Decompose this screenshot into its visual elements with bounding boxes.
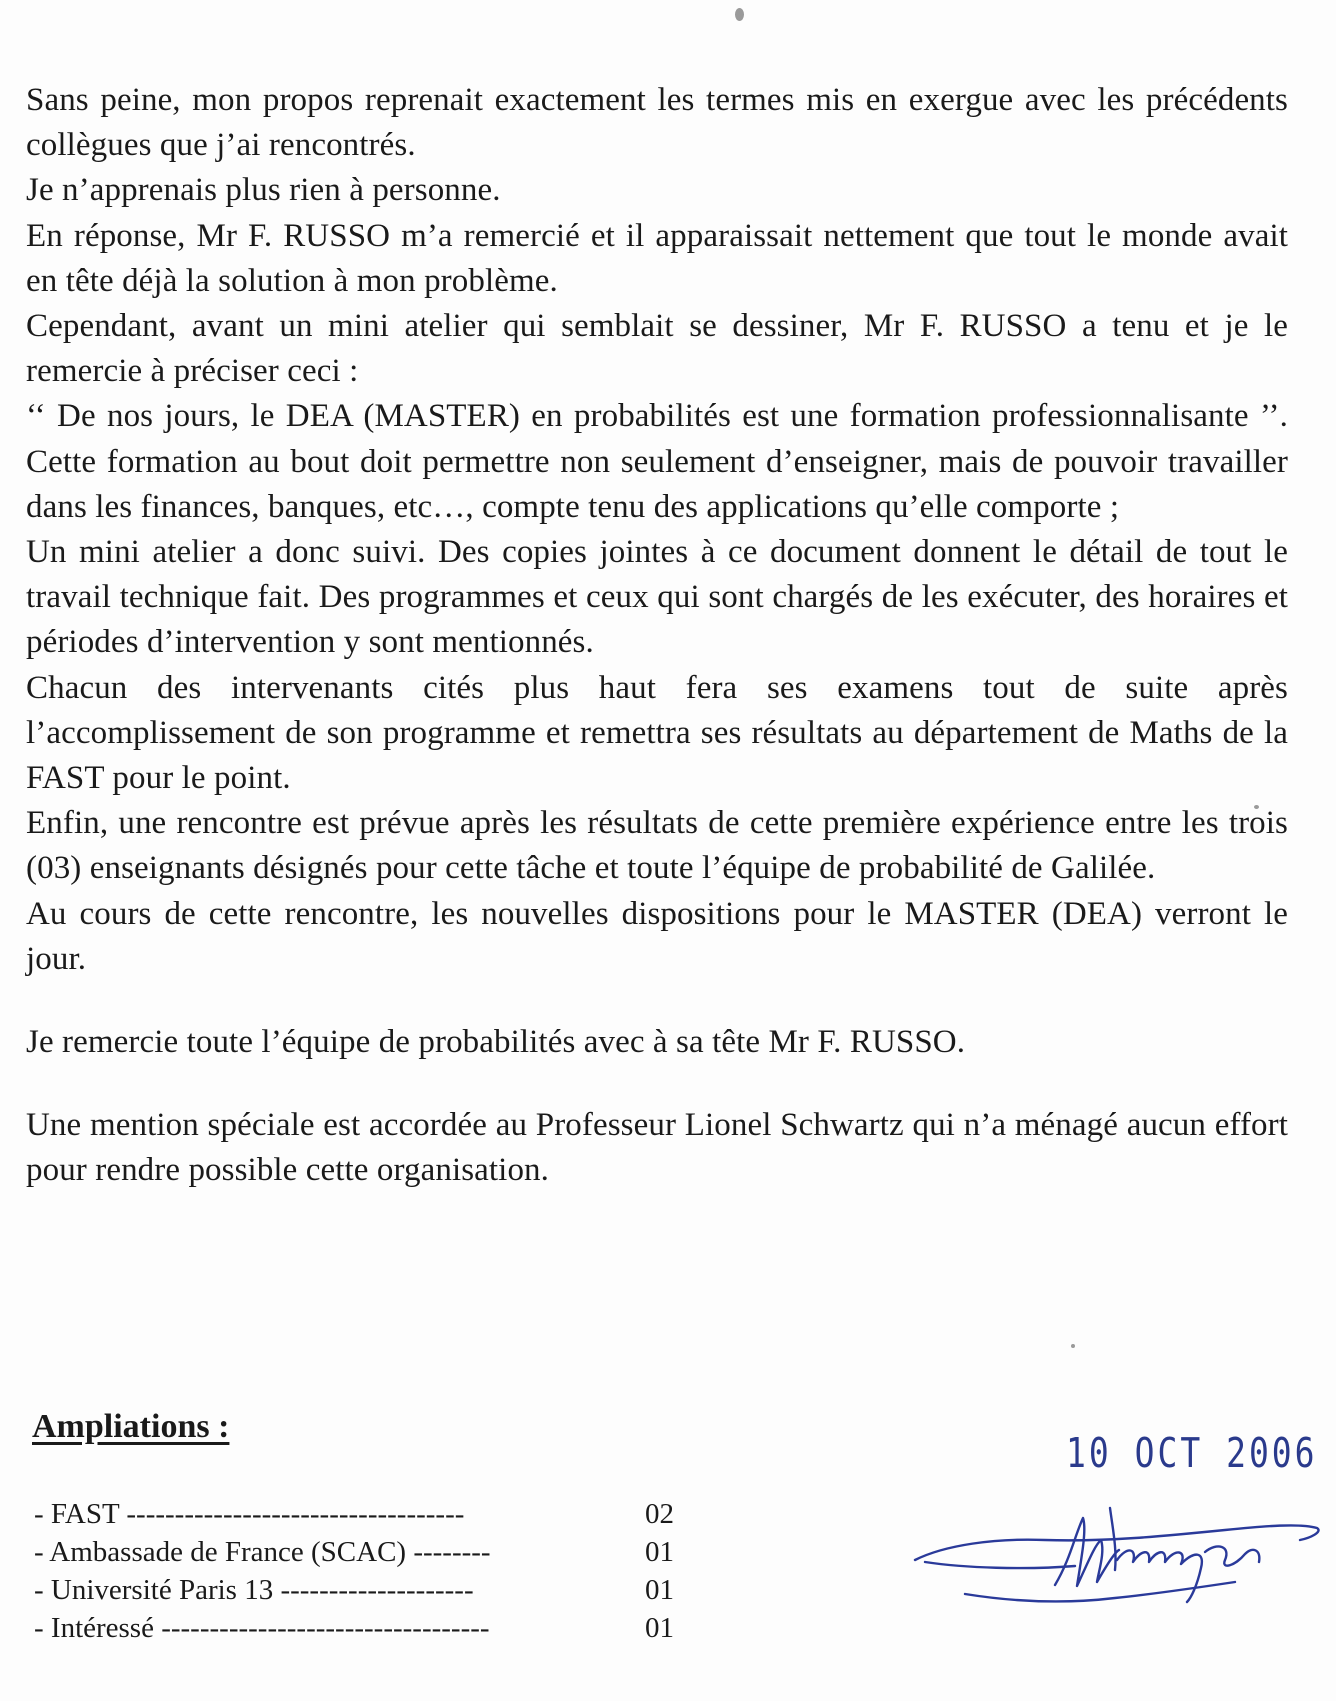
signature-stroke xyxy=(1205,1546,1259,1565)
handwritten-signature xyxy=(905,1490,1325,1620)
distribution-item xyxy=(34,1609,674,1647)
special-mention-paragraph: Une mention spéciale est accordée au Professeur Lionel Schwartz qui n’a ménagé aucun effort pour rendre possible cette organisation. xyxy=(26,1107,1288,1189)
signature-stroke xyxy=(1117,1550,1202,1602)
paragraph: Cependant, avant un mini atelier qui semblait se dessiner, Mr F. RUSSO a tenu et je le remercie à préciser ceci : xyxy=(26,308,1288,390)
date-stamp: 10 OCT 2006 xyxy=(1066,1428,1318,1477)
distribution-item xyxy=(34,1495,674,1533)
distribution-list xyxy=(34,1495,674,1647)
distribution-item xyxy=(34,1571,674,1609)
distribution-quantity: 02 xyxy=(645,1498,674,1530)
distribution-label: - Université Paris 13 -------------------- xyxy=(34,1574,474,1606)
paragraph: Je n’apprenais plus rien à personne. xyxy=(26,172,501,209)
distribution-label: - Intéressé ---------------------------------- xyxy=(34,1612,490,1644)
ampliations-heading: Ampliations : xyxy=(32,1408,230,1445)
signature-stroke xyxy=(925,1562,1075,1568)
paragraph: Au cours de cette rencontre, les nouvelles dispositions pour le MASTER (DEA) verront le jour. xyxy=(26,895,1288,977)
thanks-paragraph: Je remercie toute l’équipe de probabilités avec à sa tête Mr F. RUSSO. xyxy=(26,1024,966,1061)
paragraph-gap xyxy=(26,982,1288,1020)
paragraph: Enfin, une rencontre est prévue après les résultats de cette première expérience entre les trois (03) enseignants désignés pour cette tâche et toute l’équipe de probabilité de Galilée. xyxy=(26,805,1288,887)
distribution-quantity: 01 xyxy=(645,1536,674,1568)
distribution-label: - FAST ----------------------------------- xyxy=(34,1498,465,1530)
letter-body xyxy=(26,78,1288,1194)
paragraph: Un mini atelier a donc suivi. Des copies jointes à ce document donnent le détail de tout le travail technique fait. Des programmes et ceux qui sont chargés de les exécuter, des horaires et périodes d’intervention y sont mentionnés. xyxy=(26,534,1288,661)
distribution-quantity: 01 xyxy=(645,1612,674,1644)
paragraph: En réponse, Mr F. RUSSO m’a remercié et il apparaissait nettement que tout le monde avait en tête déjà la solution à mon problème. xyxy=(26,217,1288,299)
scan-speck xyxy=(735,8,744,21)
signature-stroke xyxy=(1055,1518,1119,1586)
paragraph: Chacun des intervenants cités plus haut fera ses examens tout de suite après l’accomplissement de son programme et remettra ses résultats au département de Maths de la FAST pour le point. xyxy=(26,669,1288,797)
distribution-label: - Ambassade de France (SCAC) -------- xyxy=(34,1536,491,1568)
scan-speck xyxy=(1071,1344,1075,1348)
distribution-item xyxy=(34,1533,674,1571)
paragraph-gap xyxy=(26,1065,1288,1103)
paragraph: ‘‘ De nos jours, le DEA (MASTER) en probabilités est une formation professionnalisante ’’. Cette formation au bout doit permettre non seulement d’enseigner, mais de pouvoir travailler dans les finances, banques, etc…, compte tenu des applications qu’elle comporte ; xyxy=(26,398,1288,525)
distribution-quantity: 01 xyxy=(645,1574,674,1606)
paragraph: Sans peine, mon propos reprenait exactement les termes mis en exergue avec les précédents collègues que j’ai rencontrés. xyxy=(26,82,1288,164)
